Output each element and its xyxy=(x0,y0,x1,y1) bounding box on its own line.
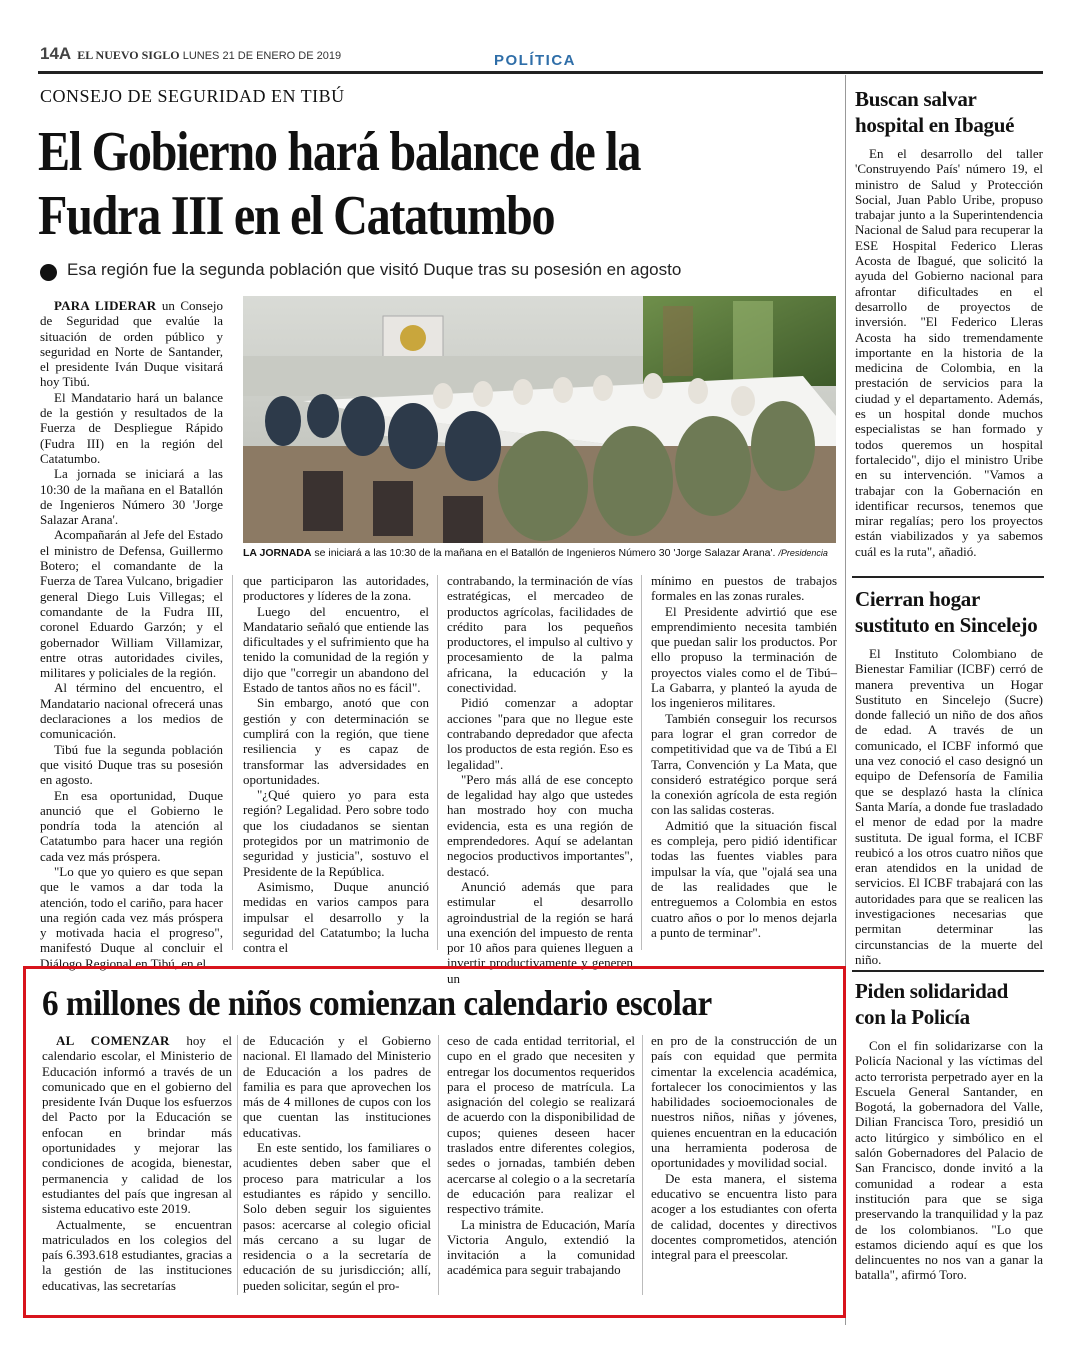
school-column-2 xyxy=(243,1033,431,1293)
column-rule xyxy=(641,575,642,950)
school-paragraph: Actualmente, se encuentran matriculados en los colegios del país 6.393.618 estudiantes, gracias a la gestión de las instituciones educativas, las secretarías xyxy=(42,1216,232,1293)
main-paragraph: "¿Qué quiero yo para esta región? Legalidad. Pero sobre todo que los ciudadanos se sientan protegidos por un matrimonio de seguridad y justicia", sostuvo el Presidente de la República. xyxy=(243,787,429,879)
sidebar-body: El Instituto Colombiano de Bienestar Familiar (ICBF) cerró de manera preventiva un Hogar Sustituto en Sincelejo (Sucre) donde falleció un niño de dos años de edad. A través de un comunicado, el ICBF informó que una vez conoció el caso designó un equipo de Defensoría de Familia que se desplazó hasta la clínica Santa María, a donde fue trasladado el menor de edad por la madre sustituta. De igual forma, el ICBF reubicó a los otros cuatro niños que eran atendidos en la unidad de servicios. El ICBF trabajará con las autoridades para que se realicen las investigaciones necesarias que permitan determinar las circunstancias de la muerte del niño. xyxy=(855,646,1043,967)
column-rule xyxy=(437,575,438,950)
school-paragraph: La ministra de Educación, María Victoria Angulo, extendió la invitación a la comunidad académica para seguir trabajando xyxy=(447,1216,635,1278)
sidebar-story-1 xyxy=(855,86,1043,559)
top-rule xyxy=(38,71,1043,74)
school-paragraph: En este sentido, los familiares o acudientes deben saber que el proceso para matricular a los estudiantes es rápido y sencillo. Solo deben seguir los siguientes pasos: acercarse al colegio oficial más cercano a su lugar de residencia o a la secretaría de educación de su jurisdicción; allí, pueden solicitar, según el pro- xyxy=(243,1140,431,1293)
sidebar-headline: Piden solidaridad con la Policía xyxy=(855,979,1009,1029)
main-paragraph: El Presidente advirtió que ese emprendimiento necesita también que puedan salir los productos. Por ello propuso la terminación de proyectos viales como el de Tibú–La Gabarra, y planteó la ayuda de los ingenieros militares. xyxy=(651,603,837,711)
main-dek: Esa región fue la segunda población que visitó Duque tras su posesión en agosto xyxy=(67,260,682,279)
main-paragraph: que participaron las autoridades, productores y líderes de la zona. xyxy=(243,573,429,604)
main-paragraph: También conseguir los recursos para lograr el gran corredor de competitividad que va de Tibú a El Tarra, Convención y La Mata, que consideró estratégico porque será la conexión agrícola de esta región con las salidas costeras. xyxy=(651,710,837,818)
column-rule xyxy=(232,575,233,950)
main-column-1 xyxy=(40,298,223,971)
school-paragraph: ceso de cada entidad territorial, el cupo en el grado que necesiten y entregar los documentos requeridos para el proceso de matrícula. La asignación del colegio se realizará de acuerdo con la disponibilidad de cupos; quienes deseen hacer traslados entre diferentes colegios, sedes o jornadas, también deben acercarse al colegio o a la secretaría de educación para realizar el respectivo trámite. xyxy=(447,1033,635,1217)
photo-caption xyxy=(243,547,843,559)
main-column-4 xyxy=(651,573,837,940)
main-paragraph: En esa oportunidad, Duque anunció que el Gobierno le pondría toda la atención al Catatumbo para hacer una región cada vez más próspera. xyxy=(40,787,223,864)
sidebar-story-3 xyxy=(855,978,1043,1283)
main-paragraph: un Consejo de Seguridad que evalúe la situación de orden público y seguridad en Norte de Santander, el presidente Iván Duque visitará hoy Tibú. xyxy=(40,298,223,390)
main-column-3 xyxy=(447,573,633,986)
main-column-2 xyxy=(243,573,429,955)
school-headline: 6 millones de niños comienzan calendario escolar xyxy=(42,983,712,1023)
main-paragraph: contrabando, la terminación de vías estratégicas, el mercadeo de productos agrícolas, facilidades de crédito para los pequeños productores, el impulso al cultivo y procesamiento de la palma africana, la educación y la conectividad. xyxy=(447,573,633,696)
issue-date: LUNES 21 DE ENERO DE 2019 xyxy=(182,50,342,62)
main-paragraph: Al término del encuentro, el Mandatario nacional ofrecerá unas declaraciones a los medios de comunicación. xyxy=(40,680,223,742)
main-paragraph: "Lo que yo quiero es que sepan que le vamos a dar toda la atención, todo el cariño, para hacer una región cada vez más próspera y motivada hacia el progreso", manifestó Duque al concluir el Diálogo Regional en Tibú, en el xyxy=(40,863,223,971)
school-column-1 xyxy=(42,1033,232,1293)
main-paragraph: Asimismo, Duque anunció medidas en varios campos para impulsar el desarrollo y la seguridad del Catatumbo; la lucha contra el xyxy=(243,878,429,956)
main-paragraph: La jornada se iniciará a las 10:30 de la mañana en el Batallón de Ingenieros Número 30 'Jorge Salazar Arana'. xyxy=(40,466,223,528)
photo-credit: /Presidencia xyxy=(778,548,828,558)
sidebar-body: En el desarrollo del taller 'Construyendo País' número 19, el ministro de Salud y Protección Social, Juan Pablo Uribe, propuso trabajar junto a la Superintendencia Nacional de Salud para recuperar la ESE Hospital Federico Lleras Acosta de Ibagué, que solicitó la ayuda del Gobierno nacional para afrontar dificultades en el desarrollo de proyectos de inversión. "El Federico Lleras Acosta ha sido tremendamente importante en la historia de la medicina de Colombia, en la prestación de servicios para la ciudad y el departamento. Además, es un hospital donde muchos especialistas se han formado y todos queremos un hospital fortalecido", dijo el ministro Uribe en su intervención. "Vamos a trabajar con la Gobernación en identificar recursos, tenemos que mirar regalías; pero los proyectos están viabilizados y ya sabemos cuál es la ruta", añadió. xyxy=(855,146,1043,559)
meeting-photo xyxy=(243,296,836,543)
school-paragraph: De esta manera, el sistema educativo se encuentra listo para acoger a los estudiantes con oferta de calidad, docentes y directivos docentes comprometidos, atención integral para el preescolar. xyxy=(651,1170,837,1263)
main-paragraph: "Pero más allá de ese concepto de legalidad hay algo que ustedes han mostrado hoy con mucha evidencia, esta es una región de emprendedores. Aquí se adelantan negocios productivos importantes", destacó. xyxy=(447,771,633,879)
dek-bullet-icon xyxy=(40,264,57,281)
meeting-photo-illustration xyxy=(243,296,836,543)
main-headline: El Gobierno hará balance de la Fudra III en el Catatumbo xyxy=(38,121,641,247)
paper-name: EL NUEVO SIGLO xyxy=(77,48,180,62)
column-rule xyxy=(237,1035,238,1295)
school-paragraph: de Educación y el Gobierno nacional. El llamado del Ministerio de Educación a los padres de familia es para que aprovechen los más de 4 millones de cupos con los que cuentan las instituciones educativas. xyxy=(243,1033,431,1140)
page-number: 14A xyxy=(40,44,72,63)
caption-lead: LA JORNADA xyxy=(243,547,312,559)
sidebar-body: Con el fin solidarizarse con la Policía Nacional y las víctimas del acto terrorista perpetrado ayer en la Escuela General Santander, en Bogotá, la gobernadora del Valle, Dilian Francisca Toro, presidió un acto litúrgico y simbólico en el salón Gobernadores del Palacio de San Francisco, donde invitó a la comunidad a rodear a esta institución para que se siga preservando la tranquilidad y la paz de los colombianos. "Lo que estamos diciendo aquí es que los delincuentes no nos van a ganar la batalla", afirmó Toro. xyxy=(855,1038,1043,1283)
school-paragraph: hoy el calendario escolar, el Ministerio de Educación informó a través de un comunicado que en el gobierno del presidente Iván Duque los esfuerzos del Pacto por la Educación se enfocan en brindar más oportunidades y mejorar las condiciones de acogida, bienestar, permanencia y calidad de los estudiantes del país que ingresan al sistema educativo este 2019. xyxy=(42,1033,232,1217)
main-paragraph: Pidió comenzar a adoptar acciones "para que no llegue este contrabando depredador que afecta los productos de esta región. Eso es legalidad". xyxy=(447,695,633,772)
section-label: POLÍTICA xyxy=(494,52,576,69)
caption-text: se iniciará a las 10:30 de la mañana en el Batallón de Ingenieros Número 30 'Jorge Salazar Arana'. xyxy=(311,547,776,559)
main-paragraph: Acompañarán al Jefe del Estado el ministro de Defensa, Guillermo Botero; el comandante de la Fuerza de Tarea Vulcano, brigadier general Diego Luis Villegas; el comandante de la Fudra III, coronel Eduardo Garzón; y el gobernador William Villamizar, entre otras autoridades civiles, militares y policiales de la región. xyxy=(40,527,223,681)
sidebar-rule xyxy=(852,970,1044,972)
school-column-3 xyxy=(447,1033,635,1278)
school-paragraph: en pro de la construcción de un país con equidad que permita cimentar la excelencia académica, fortalecer los conocimientos y las habilidades socioemocionales de nuestros niños, niñas y jóvenes, quienes encuentran en la educación una herramienta poderosa de oportunidades y movilidad social. xyxy=(651,1033,837,1171)
sidebar-headline: Buscan salvar hospital en Ibagué xyxy=(855,87,1015,137)
main-paragraph: Sin embargo, anotó que con gestión y con determinación se cumplirá con la región, que tiene resiliencia y es capaz de transformar las adversidades en oportunidades. xyxy=(243,695,429,787)
page-folio xyxy=(40,44,341,64)
main-lead-in: PARA LIDERAR xyxy=(54,298,157,313)
school-lead-in: AL COMENZAR xyxy=(56,1033,170,1048)
main-paragraph: Tibú fue la segunda población que visitó Duque tras su posesión en agosto. xyxy=(40,741,223,788)
main-paragraph: El Mandatario hará un balance de la gestión y resultados de la Fuerza de Despliegue Rápido (Fudra III) en la región del Catatumbo. xyxy=(40,389,223,466)
main-paragraph: Anunció además que para estimular el desarrollo agroindustrial de la región se hará una exención del impuesto de renta por 10 años para quienes lleguen a invertir productivamente y generen un xyxy=(447,878,633,986)
column-rule xyxy=(642,1035,643,1295)
main-paragraph: mínimo en puestos de trabajos formales en las zonas rurales. xyxy=(651,573,837,604)
sidebar-story-2 xyxy=(855,586,1043,967)
main-paragraph: Admitió que la situación fiscal es compleja, pero pidió identificar todas las fuentes viables para impulsar la vía, que "ojalá sea una de las realidades que le entreguemos a Colombia en estos cuatro años o por lo menos dejarla a punto de terminar". xyxy=(651,817,837,940)
sidebar-rule xyxy=(852,576,1044,578)
school-column-4 xyxy=(651,1033,837,1262)
main-kicker: CONSEJO DE SEGURIDAD EN TIBÚ xyxy=(40,86,345,106)
main-paragraph: Luego del encuentro, el Mandatario señaló que entiende las dificultades y el sufrimiento que ha tenido la comunidad de la región y dijo que "corregir un abandono del Estado de tantos años no es fácil". xyxy=(243,603,429,696)
sidebar-headline: Cierran hogar sustituto en Sincelejo xyxy=(855,587,1038,637)
column-rule xyxy=(438,1035,439,1295)
